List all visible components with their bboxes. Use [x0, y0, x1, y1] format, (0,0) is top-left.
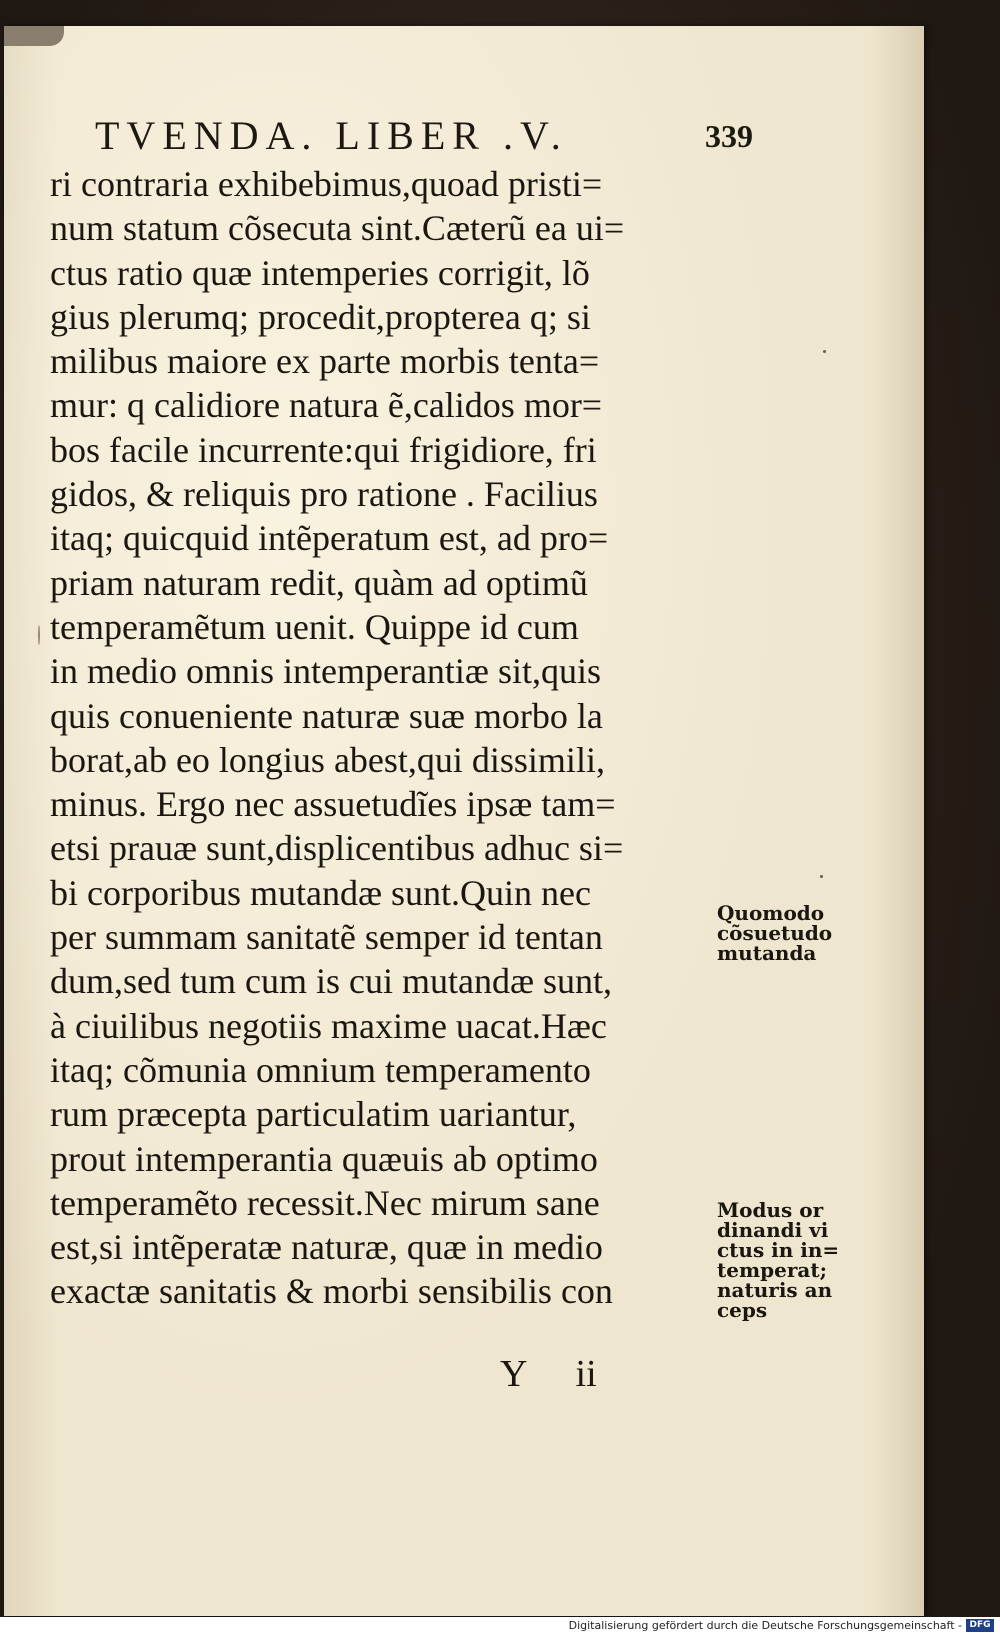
text-line: bi corporibus mutandæ sunt.Quin nec: [50, 872, 591, 913]
marginal-note-line: mutanda: [717, 941, 817, 965]
text-line: per summam sanitatẽ semper id tentan: [50, 917, 603, 958]
marginal-note-line: Modus or: [717, 1198, 824, 1222]
text-line: in medio omnis intemperantiæ sit,quis: [50, 651, 601, 692]
text-line: temperamẽtum uenit. Quippe id cum: [50, 606, 579, 647]
text-line: priam naturam redit, quàm ad optimũ: [50, 562, 588, 603]
text-line: exactæ sanitatis & morbi sensibilis con: [50, 1271, 613, 1312]
text-line: gius plerumq; procedit,propterea q; si: [50, 296, 591, 337]
page-blemish: [823, 350, 826, 353]
marginal-note-line: Quomodo: [717, 901, 825, 925]
marginal-note-line: cõsuetudo: [717, 921, 833, 945]
marginal-note-line: naturis an: [717, 1278, 833, 1302]
text-line: etsi prauæ sunt,displicentibus adhuc si=: [50, 828, 624, 869]
page-corner: [4, 26, 64, 46]
text-line: temperamẽto recessit.Nec mirum sane: [50, 1182, 600, 1223]
dfg-logo: DFG: [966, 1619, 994, 1632]
text-line: itaq; quicquid intẽperatum est, ad pro=: [50, 518, 609, 559]
text-line: prout intemperantia quæuis ab optimo: [50, 1138, 598, 1179]
marginal-note-line: temperat;: [717, 1258, 827, 1282]
marginal-note-line: ctus in in=: [717, 1238, 840, 1262]
text-line: bos facile incurrente:qui frigidiore, fri: [50, 429, 597, 470]
text-line: itaq; cõmunia omnium temperamento: [50, 1049, 591, 1090]
marginal-note-line: dinandi vi: [717, 1218, 829, 1242]
text-line: num statum cõsecuta sint.Cæterũ ea ui=: [50, 208, 625, 249]
page-number: 339: [705, 118, 753, 154]
text-line: quis conueniente naturæ suæ morbo la: [50, 695, 603, 736]
page-blemish: [820, 875, 823, 878]
text-line: ri contraria exhibebimus,quoad pristi=: [50, 164, 603, 204]
marginal-note-line: ceps: [717, 1298, 768, 1322]
text-line: minus. Ergo nec assuetudĩes ipsæ tam=: [50, 784, 616, 825]
footer-credit: Digitalisierung gefördert durch die Deutsche Forschungsgemeinschaft -: [568, 1619, 962, 1632]
text-line: milibus maiore ex parte morbis tenta=: [50, 341, 600, 382]
signature-mark: Y ii: [500, 1353, 597, 1395]
text-line: ctus ratio quæ intemperies corrigit, lõ: [50, 252, 590, 293]
page-blemish: [38, 625, 40, 645]
running-head: TVENDA. LIBER .V.: [95, 113, 568, 158]
marginal-note-modus: [717, 1200, 842, 1320]
text-line: est,si intẽperatæ naturæ, quæ in medio: [50, 1227, 603, 1268]
text-line: borat,ab eo longius abest,qui dissimili,: [50, 739, 605, 780]
text-line: rum præcepta particulatim uariantur,: [50, 1094, 577, 1135]
text-line: gidos, & reliquis pro ratione . Facilius: [50, 474, 598, 515]
text-line: dum,sed tum cum is cui mutandæ sunt,: [50, 961, 612, 1002]
body-text: [50, 162, 710, 1314]
text-line: mur: q calidiore natura ẽ,calidos mor=: [50, 385, 603, 426]
marginal-note-consuetudo: [717, 903, 842, 963]
text-line: à ciuilibus negotiis maxime uacat.Hæc: [50, 1005, 607, 1046]
